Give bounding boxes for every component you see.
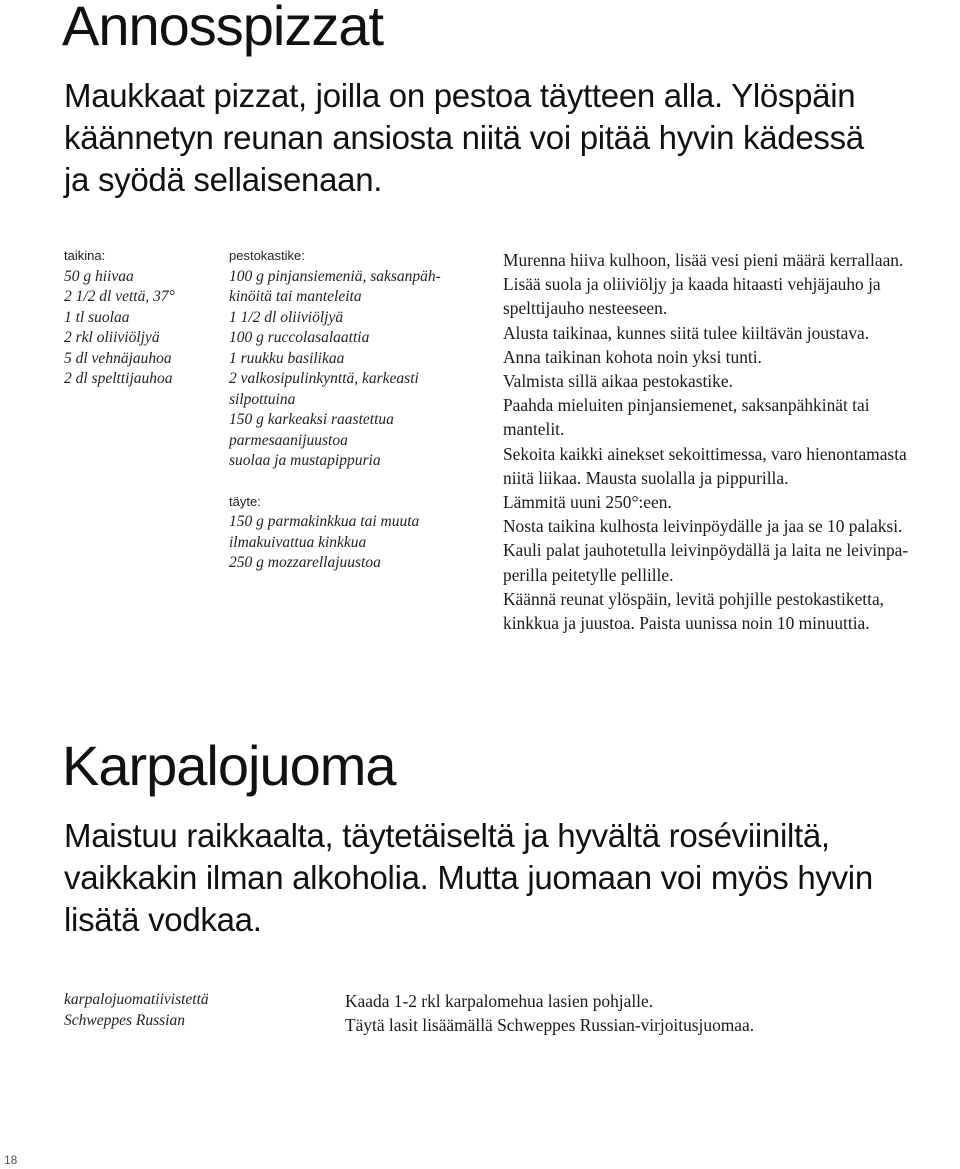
pesto-label: pestokastike: xyxy=(229,248,305,263)
dough-ingredients xyxy=(64,246,214,390)
instruction-line: Kauli palat jauhotetulla leivinpöydällä ja laita ne leivinpa- xyxy=(503,540,909,561)
ingredient-item: 150 g karkeaksi raastettua xyxy=(229,411,394,428)
ingredient-item: ilmakuivattua kinkkua xyxy=(229,533,367,551)
instruction-line: niitä liikaa. Mausta suolalla ja pippurilla. xyxy=(503,467,789,488)
pizza-lead xyxy=(64,75,864,201)
instruction-line: spelttijauho nesteeseen. xyxy=(503,298,668,319)
pizza-lead-line: Maukkaat pizzat, joilla on pestoa täytteen alla. Ylöspäin xyxy=(64,77,856,114)
ingredient-item: 100 g ruccolasalaattia xyxy=(229,329,370,346)
instruction-line: Käännä reunat ylöspäin, levitä pohjille pestokastiketta, xyxy=(503,588,885,609)
ingredient-item: 1 tl suolaa xyxy=(64,308,130,326)
drink-instructions xyxy=(345,989,945,1037)
ingredient-item: silpottuina xyxy=(229,390,296,408)
pizza-title: Annosspizzat xyxy=(62,0,384,57)
ingredient-item: kinöitä tai manteleita xyxy=(229,288,362,305)
drink-title: Karpalojuoma xyxy=(62,734,396,797)
ingredient-item: 2 valkosipulinkynttä, karkeasti xyxy=(229,370,419,387)
ingredient-item: 100 g pinjansiemeniä, saksanpäh- xyxy=(229,267,441,285)
ingredient-item: 250 g mozzarellajuustoa xyxy=(229,554,381,571)
instruction-line: Paahda mieluiten pinjansiemenet, saksanpähkinät tai xyxy=(503,395,870,416)
instruction-line: mantelit. xyxy=(503,419,565,440)
ingredient-item: 2 1/2 dl vettä, 37° xyxy=(64,288,175,305)
ingredient-item: 1 1/2 dl oliiviöljyä xyxy=(229,308,344,326)
instruction-line: Murenna hiiva kulhoon, lisää vesi pieni määrä kerrallaan. xyxy=(503,250,904,270)
drink-lead xyxy=(64,815,873,941)
ingredient-item: 5 dl vehnäjauhoa xyxy=(64,349,172,367)
instruction-line: Alusta taikinaa, kunnes siitä tulee kiiltävän joustava. xyxy=(503,322,870,343)
ingredient-item: 150 g parmakinkkua tai muuta xyxy=(229,513,420,530)
instruction-line: perilla peitetylle pellille. xyxy=(503,564,674,585)
ingredient-item: 1 ruukku basilikaa xyxy=(229,349,345,367)
instruction-line: Lämmitä uuni 250°:een. xyxy=(503,492,672,513)
page-number: 18 xyxy=(4,1153,18,1167)
pizza-lead-line: ja syödä sellaisenaan. xyxy=(64,161,383,198)
instruction-line: Täytä lasit lisäämällä Schweppes Russian-virjoitusjuomaa. xyxy=(345,1015,755,1036)
ingredient-item: parmesaanijuustoa xyxy=(229,431,348,449)
pizza-instructions xyxy=(503,248,955,635)
ingredient-item: Schweppes Russian xyxy=(64,1011,185,1029)
instruction-line: Nosta taikina kulhosta leivinpöydälle ja jaa se 10 palaksi. xyxy=(503,516,903,537)
instruction-line: Valmista sillä aikaa pestokastike. xyxy=(503,371,733,392)
instruction-line: Kaada 1-2 rkl karpalomehua lasien pohjalle. xyxy=(345,991,654,1011)
drink-lead-line: lisätä vodkaa. xyxy=(64,901,262,938)
pizza-lead-line: käännetyn reunan ansiosta niitä voi pitää hyvin kädessä xyxy=(64,119,864,156)
ingredient-item: 50 g hiivaa xyxy=(64,267,134,285)
instruction-line: Anna taikinan kohota noin yksi tunti. xyxy=(503,346,762,367)
drink-lead-line: vaikkakin ilman alkoholia. Mutta juomaan voi myös hyvin xyxy=(64,859,873,896)
instruction-line: kinkkua ja juustoa. Paista uunissa noin 10 minuuttia. xyxy=(503,613,870,634)
spacer xyxy=(229,472,469,492)
drink-ingredients xyxy=(64,990,314,1031)
filling-label: täyte: xyxy=(229,493,261,509)
ingredient-item: karpalojuomatiivistettä xyxy=(64,991,209,1008)
ingredient-item: suolaa ja mustapippuria xyxy=(229,452,381,469)
instruction-line: Sekoita kaikki ainekset sekoittimessa, varo hienontamasta xyxy=(503,443,907,464)
pesto-ingredients xyxy=(229,246,469,574)
ingredient-item: 2 rkl oliiviöljyä xyxy=(64,329,160,346)
ingredient-item: 2 dl spelttijauhoa xyxy=(64,370,173,387)
drink-lead-line: Maistuu raikkaalta, täytetäiseltä ja hyvältä roséviiniltä, xyxy=(64,817,830,854)
instruction-line: Lisää suola ja oliiviöljy ja kaada hitaasti vehjäjauho ja xyxy=(503,274,881,295)
dough-label: taikina: xyxy=(64,248,106,263)
